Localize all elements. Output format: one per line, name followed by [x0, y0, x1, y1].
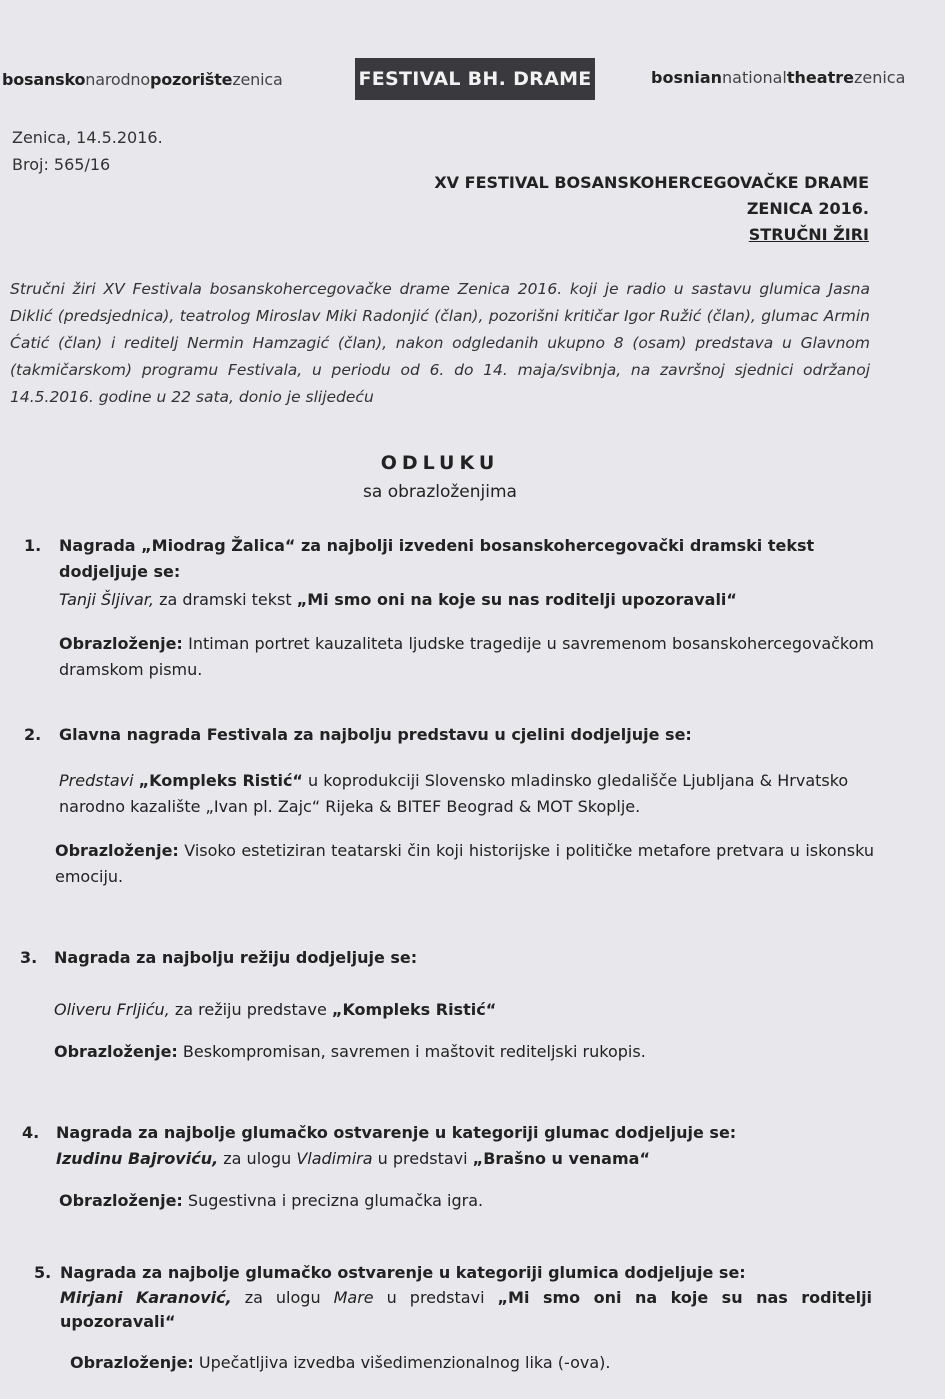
letterhead-left: [2, 70, 283, 89]
letterhead-right-part2: national: [722, 68, 787, 87]
award-reason: [55, 838, 874, 890]
letterhead-left-part4: zenica: [232, 70, 283, 89]
award-heading: Nagrada za najbolje glumačko ostvarenje u kategoriji glumica dodjeljuje se:: [60, 1263, 746, 1282]
award-heading: Nagrada za najbolju režiju dodjeljuje se:: [54, 948, 418, 967]
award-number: 4.: [22, 1123, 40, 1142]
place-date: Zenica, 14.5.2016.: [12, 128, 163, 147]
award-item-4: [22, 1120, 872, 1214]
reason-label: Obrazloženje:: [55, 841, 179, 860]
reason-text: Sugestivna i precizna glumačka igra.: [187, 1191, 484, 1210]
letterhead-left-part3: pozorište: [149, 70, 233, 89]
decision-title: ODLUKU: [380, 452, 500, 474]
reason-label: Obrazloženje:: [59, 634, 183, 653]
award-work-title: „Mi smo oni na koje su nas roditelji upozoravali“: [60, 1288, 873, 1331]
award-item-3: [20, 945, 870, 1065]
award-detail-2: u predstavi: [377, 1149, 468, 1168]
award-winner-line: [59, 587, 874, 613]
award-item-1: [24, 533, 874, 683]
reason-text: Beskompromisan, savremen i maštovit rediteljski rukopis.: [182, 1042, 646, 1061]
festival-title: XV FESTIVAL BOSANSKOHERCEGOVAČKE DRAME: [434, 173, 869, 192]
award-winner: Predstavi: [59, 771, 134, 790]
award-detail: u koprodukciji Slovensko mladinsko gledališče Ljubljana & Hrvatsko narodno kazalište „Ivan pl. Zajc“ Rijeka & BITEF Beograd & MOT Skoplje.: [59, 771, 849, 816]
reason-text: Intiman portret kauzaliteta ljudske tragedije u savremenom bosanskohercegovačkom dramskom pismu.: [59, 634, 874, 679]
award-number: 1.: [24, 536, 42, 555]
jury-heading: STRUČNI ŽIRI: [748, 225, 869, 244]
letterhead-left-part2: narodno: [85, 70, 150, 89]
award-winner-line: [59, 768, 874, 820]
letterhead-left-part1: bosansko: [2, 70, 86, 89]
intro-paragraph: Stručni žiri XV Festivala bosanskohercegovačke drame Zenica 2016. koji je radio u sastavu glumica Jasna Diklić (predsjednica), teatrolog Miroslav Miki Radonjić (član), pozorišni kritičar Igor Ružić (član), glumac Armin Ćatić (član) i reditelj Nermin Hamzagić (član), nakon odgledanih ukupno 8 (osam) predstava u Glavnom (takmičarskom) programu Festivala, u periodu od 6. do 14. maja/svibnja, na završnoj sjednici održanoj 14.5.2016. godine u 22 sata, donio je slijedeću: [10, 280, 870, 406]
award-winner-line: [56, 1146, 872, 1172]
reason-text: Upečatljiva izvedba višedimenzionalnog lika (-ova).: [198, 1353, 611, 1372]
award-reason: [70, 1350, 872, 1376]
award-reason: [54, 1039, 870, 1065]
award-role: Mare: [333, 1288, 374, 1307]
award-detail: za ulogu: [223, 1149, 292, 1168]
letterhead-right-part4: zenica: [853, 68, 906, 87]
award-work-title: „Kompleks Ristić“: [331, 1000, 497, 1019]
award-reason: [59, 631, 874, 683]
award-winner: Mirjani Karanović,: [60, 1288, 232, 1307]
award-heading: Nagrada za najbolje glumačko ostvarenje u kategoriji glumac dodjeljuje se:: [56, 1123, 737, 1142]
award-number: 3.: [20, 948, 38, 967]
award-detail-2: u predstavi: [386, 1288, 485, 1307]
festival-logo-text: FESTIVAL BH. DRAME: [358, 68, 592, 90]
reason-label: Obrazloženje:: [54, 1042, 178, 1061]
reason-label: Obrazloženje:: [70, 1353, 194, 1372]
award-winner-line: [60, 1286, 872, 1334]
award-work-title: „Mi smo oni na koje su nas roditelji upozoravali“: [296, 590, 737, 609]
award-item-5: [34, 1260, 872, 1376]
letterhead-right: [651, 68, 905, 87]
reason-text: Visoko estetiziran teatarski čin koji historijske i političke metafore pretvara u iskonsku emociju.: [55, 841, 874, 886]
award-heading: Nagrada „Miodrag Žalica“ za najbolji izvedeni bosanskohercegovački dramski tekst dodjeljuje se:: [59, 536, 815, 581]
award-detail: za režiju predstave: [174, 1000, 327, 1019]
award-winner: Tanji Šljivar,: [59, 590, 154, 609]
award-work-title: „Brašno u venama“: [472, 1149, 650, 1168]
letterhead-right-part3: theatre: [786, 68, 854, 87]
award-winner: Oliveru Frljiću,: [54, 1000, 170, 1019]
document-number: Broj: 565/16: [12, 155, 111, 174]
letterhead-right-part1: bosnian: [651, 68, 723, 87]
award-number: 5.: [34, 1263, 52, 1282]
award-winner-line: [54, 997, 870, 1023]
festival-city-year: ZENICA 2016.: [746, 199, 869, 218]
award-heading: Glavna nagrada Festivala za najbolju predstavu u cjelini dodjeljuje se:: [59, 725, 692, 744]
festival-logo-box: [355, 58, 595, 100]
reason-label: Obrazloženje:: [59, 1191, 183, 1210]
award-number: 2.: [24, 725, 42, 744]
award-role: Vladimira: [296, 1149, 373, 1168]
award-work-title: „Kompleks Ristić“: [138, 771, 303, 790]
award-detail: za ulogu: [244, 1288, 321, 1307]
award-winner: Izudinu Bajroviću,: [56, 1149, 219, 1168]
decision-subtitle: sa obrazloženjima: [363, 482, 517, 502]
award-reason: [59, 1188, 872, 1214]
award-item-2: [24, 722, 874, 890]
award-detail: za dramski tekst: [159, 590, 292, 609]
